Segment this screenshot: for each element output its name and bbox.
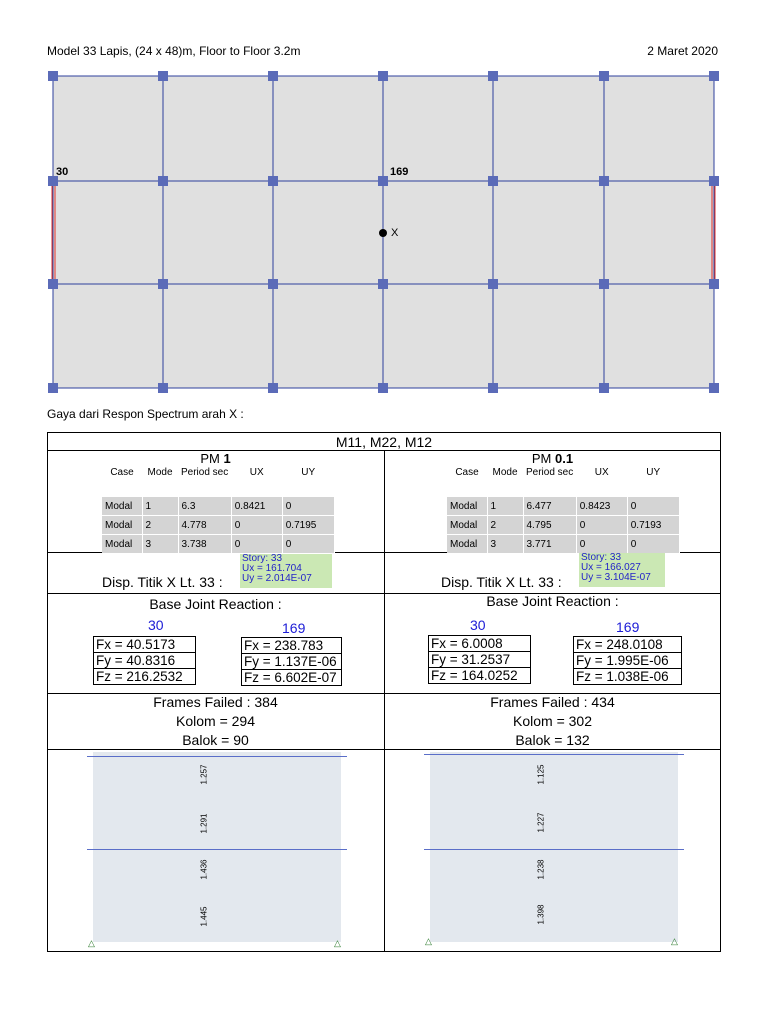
beam-line (87, 756, 347, 757)
ratio-label: 1.398 (536, 904, 546, 925)
bjr-title-right: Base Joint Reaction : (486, 593, 619, 609)
table-row: Modal 3 3.771 0 0 (447, 535, 679, 554)
plan-joint-label-30: 30 (56, 166, 69, 178)
grid-node (158, 176, 168, 186)
grid-node (378, 279, 388, 289)
grid-node (488, 383, 498, 393)
force-fx-169-left: Fx = 238.783 (241, 637, 342, 654)
bjr-title-left: Base Joint Reaction : (149, 596, 282, 612)
grid-node (378, 383, 388, 393)
grid-node (599, 176, 609, 186)
grid-node (268, 279, 278, 289)
force-fz-30-left: Fz = 216.2532 (93, 668, 196, 685)
support-icon: △ (671, 936, 678, 946)
support-icon: △ (88, 938, 95, 948)
grid-node (158, 279, 168, 289)
pm-label-right: PM 0.1 (531, 451, 574, 466)
disp-label-right: Disp. Titik X Lt. 33 : (441, 574, 562, 590)
force-fz-30-right: Fz = 164.0252 (428, 667, 531, 684)
point-x-marker (379, 229, 387, 237)
table-title: M11, M22, M12 (335, 434, 433, 450)
force-fy-169-left: Fy = 1.137E-06 (241, 653, 342, 670)
kolom-count-right: Kolom = 302 (513, 713, 592, 729)
ratio-label: 1.436 (199, 859, 209, 880)
frames-failed-left: Frames Failed : 384 (153, 694, 278, 710)
beam-line (424, 849, 684, 850)
grid-node (488, 176, 498, 186)
ratio-label: 1.125 (536, 764, 546, 785)
frame-elevation-left (93, 752, 341, 942)
grid-node (488, 279, 498, 289)
ratio-label: 1.291 (199, 813, 209, 834)
plan-joint-label-169: 169 (390, 166, 409, 178)
grid-node (599, 383, 609, 393)
force-fy-30-right: Fy = 31.2537 (428, 651, 531, 668)
force-fx-30-right: Fx = 6.0008 (428, 635, 531, 652)
grid-node (48, 383, 58, 393)
grid-node (268, 71, 278, 81)
table-row: Modal 2 4.795 0 0.7193 (447, 516, 679, 535)
grid-node (158, 383, 168, 393)
ratio-label: 1.445 (199, 906, 209, 927)
balok-count-right: Balok = 132 (515, 732, 590, 748)
grid-node (158, 71, 168, 81)
table-row: Modal 1 6.3 0.8421 0 (102, 497, 334, 516)
plan-marker-label: X (391, 227, 399, 239)
grid-node (488, 71, 498, 81)
date-label: 2 Maret 2020 (647, 44, 718, 58)
table-row: Modal 2 4.778 0 0.7195 (102, 516, 334, 535)
table-row: Modal 3 3.738 0 0 (102, 535, 334, 554)
grid-node (599, 279, 609, 289)
force-fz-169-left: Fz = 6.602E-07 (241, 669, 342, 686)
frame-elevation-right (430, 752, 678, 942)
grid-node (48, 71, 58, 81)
ratio-label: 1.238 (536, 859, 546, 880)
grid-node (709, 71, 719, 81)
table-row: Modal 1 6.477 0.8423 0 (447, 497, 679, 516)
joint-label-30-left: 30 (148, 617, 164, 633)
floor-plan (0, 0, 768, 400)
joint-label-169-left: 169 (282, 620, 306, 636)
pm-label-left: PM 1 (200, 451, 231, 466)
ratio-label: 1.257 (199, 764, 209, 785)
force-fx-169-right: Fx = 248.0108 (573, 636, 682, 653)
grid-node (599, 71, 609, 81)
grid-node (709, 279, 719, 289)
grid-node (378, 71, 388, 81)
disp-result-right: Story: 33 Ux = 166.027 Uy = 3.104E-07 (579, 553, 665, 587)
divider (47, 749, 721, 750)
disp-result-left: Story: 33 Ux = 161.704 Uy = 2.014E-07 (240, 554, 332, 588)
modal-table-right: Case Mode Period sec UX UY Modal 1 6.477 0.8423 0 Modal 2 4.795 0 0.7193 Modal 3 3.771 0 0 (447, 466, 680, 554)
support-icon: △ (425, 936, 432, 946)
grid-node (378, 176, 388, 186)
frames-failed-right: Frames Failed : 434 (490, 694, 615, 710)
joint-label-169-right: 169 (616, 619, 640, 635)
force-fz-169-right: Fz = 1.038E-06 (573, 668, 682, 685)
section-subtitle: Gaya dari Respon Spectrum arah X : (47, 407, 244, 421)
grid-node (709, 383, 719, 393)
beam-line (87, 849, 347, 850)
support-icon: △ (334, 938, 341, 948)
joint-label-30-right: 30 (470, 617, 486, 633)
grid-node (709, 176, 719, 186)
ratio-label: 1.227 (536, 812, 546, 833)
page-title: Model 33 Lapis, (24 x 48)m, Floor to Floor 3.2m (47, 44, 301, 58)
balok-count-left: Balok = 90 (182, 732, 249, 748)
grid-node (268, 176, 278, 186)
grid-node (48, 279, 58, 289)
force-fx-30-left: Fx = 40.5173 (93, 636, 196, 653)
force-fy-30-left: Fy = 40.8316 (93, 652, 196, 669)
kolom-count-left: Kolom = 294 (176, 713, 255, 729)
beam-line (424, 754, 684, 755)
modal-table-left: Case Mode Period sec UX UY Modal 1 6.3 0.8421 0 Modal 2 4.778 0 0.7195 Modal 3 3.738 0 0 (102, 466, 335, 554)
force-fy-169-right: Fy = 1.995E-06 (573, 652, 682, 669)
disp-label-left: Disp. Titik X Lt. 33 : (102, 574, 223, 590)
grid-node (268, 383, 278, 393)
